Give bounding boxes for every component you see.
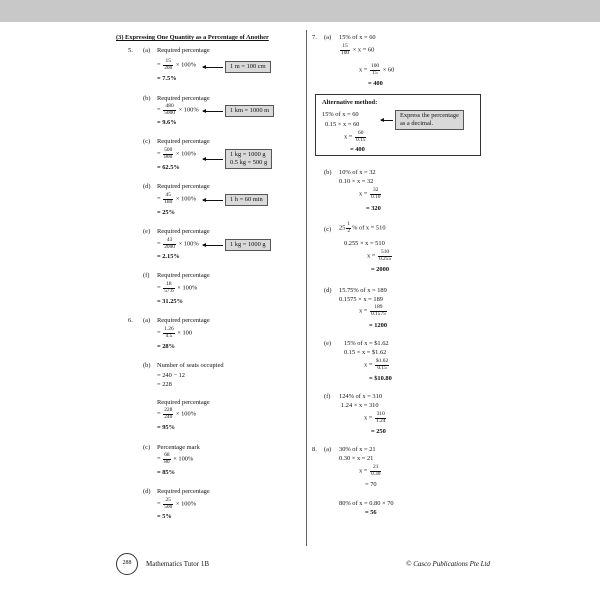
working-line: 80% of x = 0.80 × 70: [339, 500, 394, 507]
working-line: $\frac{15}{100}$ × x = 60: [341, 43, 375, 56]
working-line: = 240 − 12: [157, 372, 185, 379]
part-label: (e): [143, 228, 151, 235]
working-line: 0.255 × x = 510: [344, 240, 385, 247]
working-line: 0.1575 × x = 189: [339, 296, 383, 303]
working-line: x = $\frac{189}{0.1575}$: [359, 304, 386, 317]
working-line: 0.10 × x = 32: [339, 178, 374, 185]
answer: = 2.15%: [157, 253, 180, 260]
fraction: $\frac{1}{2}$: [347, 221, 351, 234]
fraction: $\frac{228}{240}$: [164, 407, 173, 420]
heading: Required percentage: [157, 399, 210, 406]
answer: = 9.6%: [157, 119, 177, 126]
arrow-icon: [381, 120, 393, 121]
heading: Required percentage: [157, 228, 210, 235]
working-line: = $\frac{228}{240}$ × 100%: [157, 407, 197, 420]
heading: Required percentage: [157, 272, 210, 279]
conversion-note: 1 h = 60 min: [203, 194, 268, 206]
working-line: x = $\frac{310}{1.24}$: [364, 411, 386, 424]
page-number-badge: [116, 553, 138, 575]
fraction: $\frac{32}{0.10}$: [371, 187, 381, 200]
conversion-note: 1 kg = 1000 g 0.5 kg = 500 g: [203, 149, 272, 169]
working-line: 15% of x = 60: [339, 34, 376, 41]
column-divider: [306, 30, 307, 546]
method-note: Express the percentage as a decimal.: [381, 110, 464, 130]
fraction: $\frac{43}{2000}$: [164, 237, 175, 250]
working-line: 30% of x = 21: [339, 446, 376, 453]
answer: = 85%: [157, 469, 176, 476]
part-label: (b): [143, 95, 151, 102]
heading: Required percentage: [157, 488, 210, 495]
arrow-icon: [203, 159, 223, 160]
fraction: $\frac{45}{180}$: [164, 192, 173, 205]
arrow-icon: [203, 111, 223, 112]
working-line: = $\frac{500}{800}$ × 100%: [157, 147, 197, 160]
working-line: = $\frac{480}{5000}$ × 100%: [157, 103, 199, 116]
answer: = 250: [371, 428, 386, 435]
part-label: (f): [324, 393, 331, 400]
conversion-note: 1 km = 1000 m: [203, 105, 274, 117]
answer: = 25%: [157, 209, 176, 216]
working-line: = $\frac{25}{500}$ × 100%: [157, 497, 197, 510]
answer: = 95%: [157, 424, 176, 431]
top-bar: [0, 0, 600, 22]
fraction: $\frac{1.26}{4.5}$: [164, 326, 174, 339]
part-label: (b): [324, 169, 332, 176]
answer: = $10.80: [369, 375, 392, 382]
working-line: x = $\frac{32}{0.10}$: [359, 187, 381, 200]
answer: = 400: [350, 146, 365, 153]
working-line: 15.75% of x = 189: [339, 287, 387, 294]
fraction: $\frac{15}{200}$: [164, 58, 173, 71]
fraction: $\frac{60}{0.15}$: [356, 130, 366, 143]
book-title: Mathematics Tutor 1B: [146, 560, 210, 568]
question-number: 5.: [128, 47, 133, 54]
fraction: $\frac{510}{0.255}$: [379, 249, 392, 262]
heading: Required percentage: [157, 95, 210, 102]
fraction: $\frac{189}{0.1575}$: [371, 304, 386, 317]
fraction: $\frac{68}{80}$: [164, 452, 170, 465]
answer: = 28%: [157, 343, 176, 350]
arrow-icon: [203, 245, 223, 246]
page-number: 288: [122, 560, 132, 567]
part-label: (e): [324, 340, 332, 347]
page-footer: [116, 555, 490, 575]
arrow-icon: [203, 200, 223, 201]
working-line: 0.30 × x = 21: [339, 455, 374, 462]
heading: Required percentage: [157, 183, 210, 190]
fraction: $\frac{21}{0.30}$: [371, 464, 381, 477]
fraction: $\frac{15}{100}$: [341, 43, 350, 56]
working-line: x = $\frac{\$1.62}{0.15}$: [364, 358, 389, 371]
part-label: (a): [143, 317, 151, 324]
fraction: $\frac{480}{5000}$: [164, 103, 175, 116]
fraction: $\frac{310}{1.24}$: [376, 411, 386, 424]
part-label: (a): [324, 446, 332, 453]
working-line: x = $\frac{60}{0.15}$: [344, 130, 366, 143]
working-line: 0.15 × x = 60: [325, 121, 360, 128]
working-line: = $\frac{1.26}{4.5}$ × 100: [157, 326, 193, 339]
part-label: (b): [143, 362, 151, 369]
answer: = 31.25%: [157, 298, 184, 305]
working-line: 15% of x = 60: [322, 111, 359, 118]
part-label: (a): [324, 34, 332, 41]
working-line: 25 $\frac{1}{2}$ % of x = 510: [339, 221, 386, 234]
conversion-note: 1 m = 100 cm: [203, 61, 271, 73]
part-label: (c): [143, 138, 151, 145]
alternative-title: Alternative method:: [322, 99, 378, 106]
answer: = 56: [365, 509, 377, 516]
working-line: 10% of x = 32: [339, 169, 376, 176]
answer: = 2000: [371, 266, 390, 273]
working-line: 15% of x = $1.62: [344, 340, 389, 347]
fraction: $\frac{500}{800}$: [164, 147, 173, 160]
publisher: © Casco Publications Pte Ltd: [406, 560, 490, 568]
arrow-icon: [203, 67, 223, 68]
question-number: 8.: [312, 446, 317, 453]
working-line: = 70: [365, 481, 377, 488]
working-line: = 228: [157, 381, 172, 388]
part-label: (d): [143, 488, 151, 495]
heading: Number of seats occupied: [157, 362, 224, 369]
answer: = 1200: [369, 322, 388, 329]
working-line: 1.24 × x = 310: [341, 402, 379, 409]
answer: = 320: [366, 205, 381, 212]
question-number: 7.: [312, 34, 317, 41]
question-number: 6.: [128, 317, 133, 324]
part-label: (c): [324, 226, 332, 233]
heading: Percentage mark: [157, 444, 200, 451]
part-label: (d): [143, 183, 151, 190]
answer: = 5%: [157, 513, 172, 520]
working-line: x = $\frac{510}{0.255}$: [367, 249, 392, 262]
working-line: = $\frac{15}{200}$ × 100%: [157, 58, 197, 71]
part-label: (a): [143, 47, 151, 54]
fraction: $\frac{18}{57.6}$: [164, 281, 174, 294]
answer: = 7.5%: [157, 75, 177, 82]
working-line: = $\frac{18}{57.6}$ × 100%: [157, 281, 198, 294]
working-line: = $\frac{43}{2000}$ × 100%: [157, 237, 199, 250]
heading: Required percentage: [157, 138, 210, 145]
fraction: $\frac{25}{500}$: [164, 497, 173, 510]
working-line: x = $\frac{100}{15}$ × 60: [359, 63, 395, 76]
part-label: (c): [143, 444, 151, 451]
section-title: (3) Expressing One Quantity as a Percentage of Another: [116, 34, 269, 41]
working-line: x = $\frac{21}{0.30}$: [359, 464, 381, 477]
conversion-note: 1 kg = 1000 g: [203, 239, 271, 251]
fraction: $\frac{100}{15}$: [371, 63, 380, 76]
part-label: (f): [143, 272, 150, 279]
part-label: (d): [324, 287, 332, 294]
heading: Required percentage: [157, 317, 210, 324]
answer: = 400: [368, 80, 383, 87]
fraction: $\frac{\$1.62}{0.15}$: [376, 358, 389, 371]
working-line: = $\frac{68}{80}$ × 100%: [157, 452, 194, 465]
working-line: = $\frac{45}{180}$ × 100%: [157, 192, 197, 205]
working-line: 124% of x = 310: [339, 393, 383, 400]
heading: Required percentage: [157, 47, 210, 54]
working-line: 0.15 × x = $1.62: [344, 349, 387, 356]
answer: = 62.5%: [157, 164, 180, 171]
